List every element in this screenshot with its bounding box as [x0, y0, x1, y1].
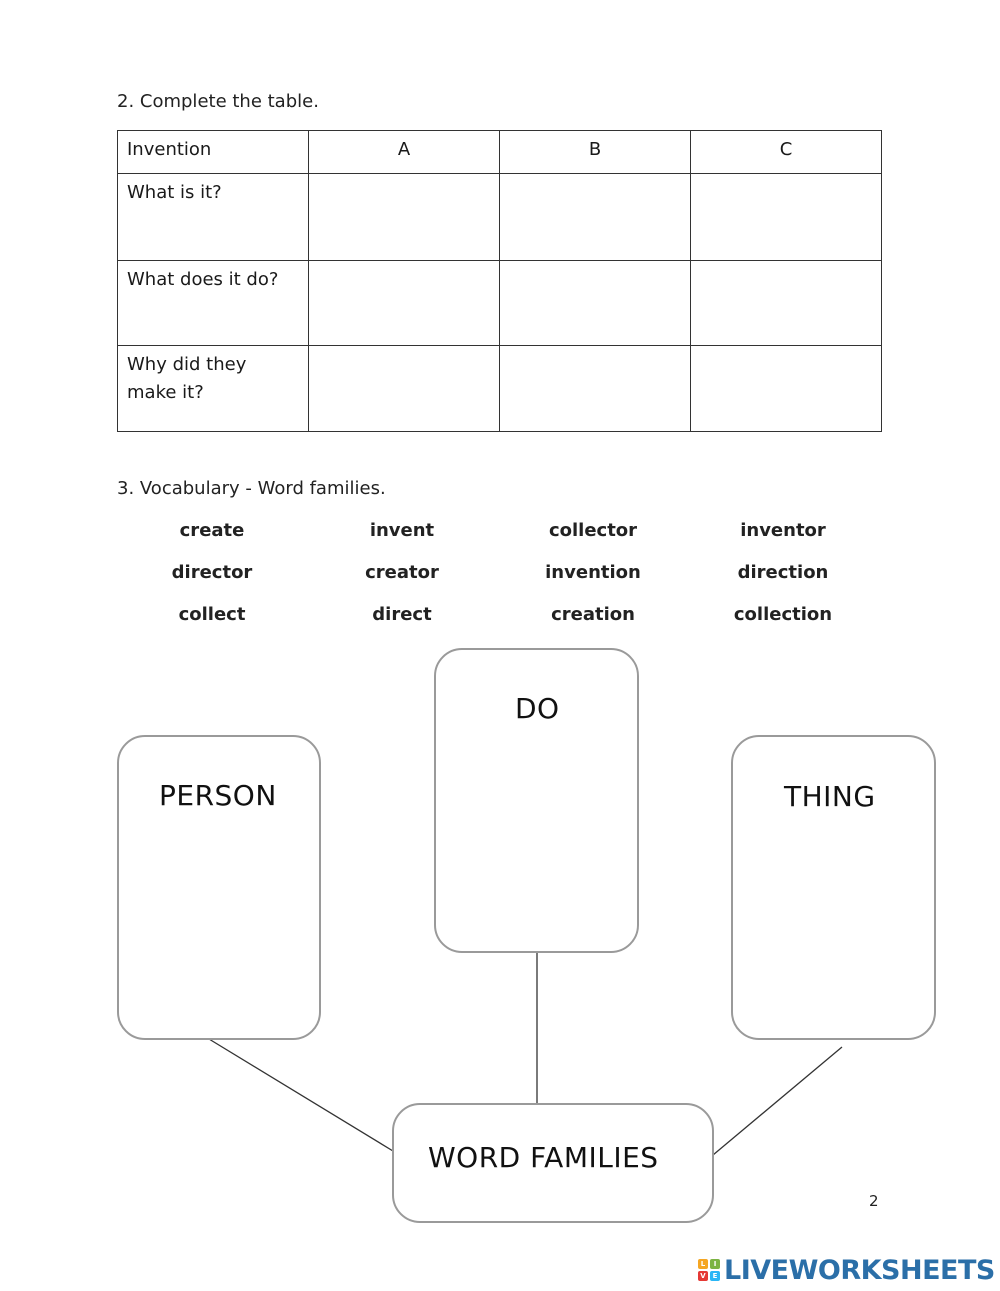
person-box[interactable]: [117, 735, 321, 1040]
word-item[interactable]: collect: [178, 604, 246, 625]
word-item[interactable]: direction: [737, 562, 829, 583]
thing-box[interactable]: [731, 735, 936, 1040]
header-c: C: [691, 131, 882, 174]
header-a: A: [309, 131, 500, 174]
row-label-line-1: Why did they: [127, 354, 247, 375]
logo-block: E: [710, 1271, 720, 1281]
do-box[interactable]: [434, 648, 639, 953]
word-item[interactable]: collection: [733, 604, 833, 625]
logo-block: L: [698, 1259, 708, 1269]
word-families-box: [392, 1103, 714, 1223]
liveworksheets-logo: [698, 1253, 995, 1287]
section-2-heading: 2. Complete the table.: [117, 91, 319, 112]
word-families-label: WORD FAMILIES: [428, 1141, 659, 1174]
section-3-heading: 3. Vocabulary - Word families.: [117, 478, 386, 499]
thing-label: THING: [784, 780, 876, 813]
header-invention: Invention: [118, 131, 309, 174]
logo-text: LIVEWORKSHEETS: [724, 1254, 995, 1286]
word-item[interactable]: creation: [551, 604, 635, 625]
word-item[interactable]: director: [171, 562, 253, 583]
connector-person: [209, 1039, 393, 1151]
word-item[interactable]: inventor: [740, 520, 826, 541]
word-item[interactable]: direct: [372, 604, 432, 625]
row-label-what-does-it-do: What does it do?: [118, 261, 309, 346]
word-item[interactable]: collector: [548, 520, 638, 541]
do-label: DO: [515, 692, 560, 725]
word-item[interactable]: invent: [369, 520, 435, 541]
word-item[interactable]: invention: [545, 562, 641, 583]
connector-thing: [713, 1047, 842, 1155]
logo-block: V: [698, 1271, 708, 1281]
header-b: B: [500, 131, 691, 174]
row-label-line-2: make it?: [127, 382, 204, 403]
page-number: 2: [869, 1192, 879, 1210]
person-label: PERSON: [159, 779, 277, 812]
logo-block: I: [710, 1259, 720, 1269]
word-item[interactable]: create: [179, 520, 245, 541]
row-label-what-is-it: What is it?: [118, 174, 309, 261]
logo-blocks-icon: [698, 1259, 720, 1281]
word-item[interactable]: creator: [365, 562, 439, 583]
